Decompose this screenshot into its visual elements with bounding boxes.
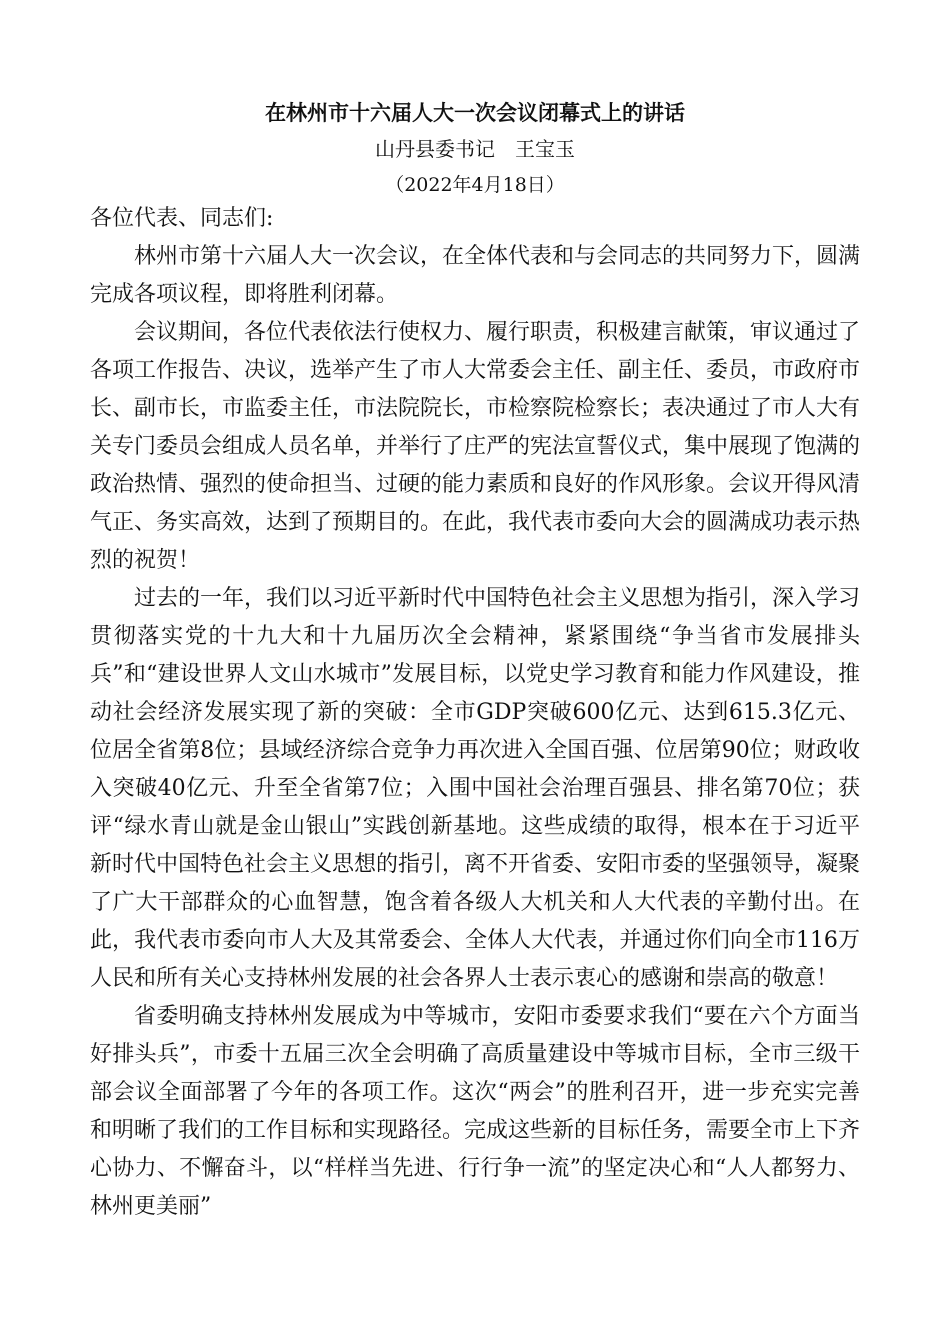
paragraph: 省委明确支持林州发展成为中等城市，安阳市委要求我们“要在六个方面当好排头兵”，市委十五届三次全会明确了高质量建设中等城市目标，全市三级干部会议全面部署了今年的各项工作。这次“两会”的胜利召开，进一步充实完善和明晰了我们的工作目标和实现路径。完成这些新的目标任务，需要全市上下齐心协力、不懈奋斗，以“样样当先进、行行争一流”的坚定决心和“人人都努力、林州更美丽” (90, 1004, 861, 1219)
speech-date: （2022年4月18日） (385, 174, 565, 196)
paragraph: 林州市第十六届人大一次会议，在全体代表和与会同志的共同努力下，圆满完成各项议程，即将胜利闭幕。 (90, 244, 861, 307)
paragraph: 过去的一年，我们以习近平新时代中国特色社会主义思想为指引，深入学习贯彻落实党的十九大和十九届历次全会精神，紧紧围绕“争当省市发展排头兵”和“建设世界人文山水城市”发展目标，以党史学习教育和能力作风建设，推动社会经济发展实现了新的突破：全市GDP突破600亿元、达到615.3亿元、位居全省第8位；县域经济综合竞争力再次进入全国百强、位居第90位；财政收入突破40亿元、升至全省第7位；入围中国社会治理百强县、排名第70位；获评“绿水青山就是金山银山”实践创新基地。这些成绩的取得，根本在于习近平新时代中国特色社会主义思想的指引，离不开省委、安阳市委的坚强领导，凝聚了广大干部群众的心血智慧，饱含着各级人大机关和人大代表的辛勤付出。在此，我代表市委向市人大及其常委会、全体人大代表，并通过你们向全市116万人民和所有关心支持林州发展的社会各界人士表示衷心的感谢和崇高的敬意！ (90, 586, 861, 991)
salutation: 各位代表、同志们: (90, 206, 274, 231)
document-body (90, 200, 860, 1226)
author-byline: 山丹县委书记 王宝玉 (375, 137, 575, 161)
document-title: 在林州市十六届人大一次会议闭幕式上的讲话 (265, 100, 685, 125)
paragraph: 会议期间，各位代表依法行使权力、履行职责，积极建言献策，审议通过了各项工作报告、决议，选举产生了市人大常委会主任、副主任、委员，市政府市长、副市长，市监委主任，市法院院长，市检察院检察长；表决通过了市人大有关专门委员会组成人员名单，并举行了庄严的宪法宣誓仪式，集中展现了饱满的政治热情、强烈的使命担当、过硬的能力素质和良好的作风形象。会议开得风清气正、务实高效，达到了预期目的。在此，我代表市委向大会的圆满成功表示热烈的祝贺！ (90, 320, 861, 573)
